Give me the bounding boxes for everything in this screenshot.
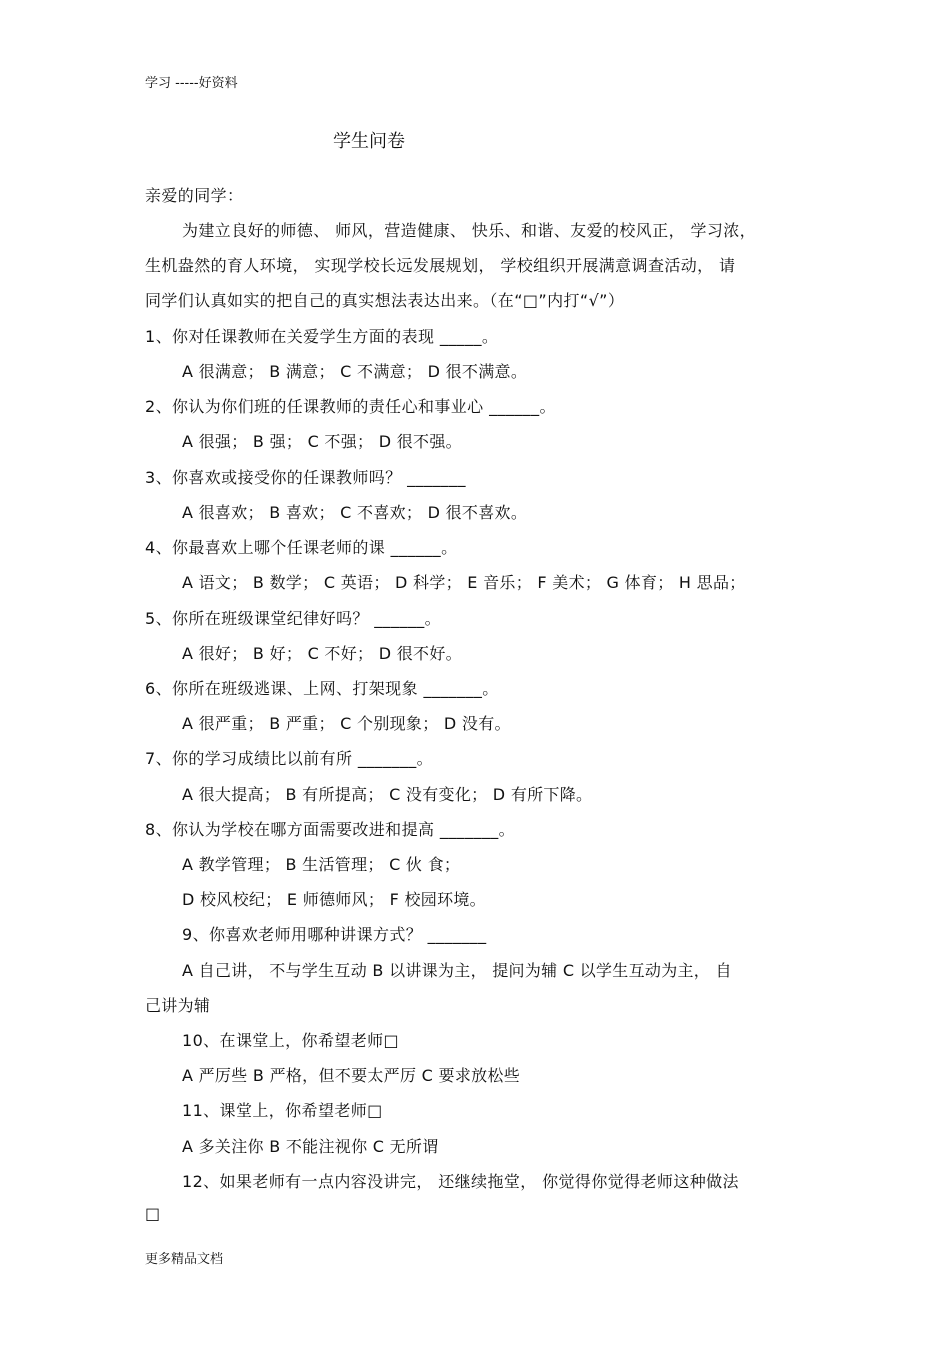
question-7: 7、你的学习成绩比以前有所 _______。 — [145, 749, 434, 768]
question-6: 6、你所在班级逃课、上网、打架现象 _______。 — [145, 679, 499, 698]
options-4: A 语文； B 数学； C 英语； D 科学； E 音乐； F 美术； G 体育； H 思品； — [182, 573, 746, 592]
question-10: 10、在课堂上，你希望老师□ — [182, 1031, 400, 1050]
options-3: A 很喜欢； B 喜欢； C 不喜欢； D 很不喜欢。 — [182, 503, 528, 522]
question-4: 4、你最喜欢上哪个任课老师的课 ______。 — [145, 538, 458, 557]
options-2: A 很强； B 强； C 不强； D 很不强。 — [182, 432, 462, 451]
greeting: 亲爱的同学： — [145, 186, 244, 205]
question-2: 2、你认为你们班的任课教师的责任心和事业心 ______。 — [145, 397, 556, 416]
question-9: 9、你喜欢老师用哪种讲课方式？ _______ — [182, 925, 487, 944]
question-8: 8、你认为学校在哪方面需要改进和提高 _______。 — [145, 820, 516, 839]
page-footer: 更多精品文档 — [145, 1252, 224, 1267]
intro-line: 生机盎然的育人环境， 实现学校长远发展规划， 学校组织开展满意调查活动， 请 — [145, 256, 736, 275]
answer-box[interactable]: □ — [145, 1204, 161, 1223]
options-11: A 多关注你 B 不能注视你 C 无所谓 — [182, 1137, 439, 1156]
options-1: A 很满意； B 满意； C 不满意； D 很不满意。 — [182, 362, 528, 381]
page-header: 学习 -----好资料 — [145, 76, 238, 91]
question-11: 11、课堂上，你希望老师□ — [182, 1101, 383, 1120]
options-10: A 严厉些 B 严格，但不要太严厉 C 要求放松些 — [182, 1066, 521, 1085]
options-8: A 教学管理； B 生活管理； C 伙 食； — [182, 855, 461, 874]
options-5: A 很好； B 好； C 不好； D 很不好。 — [182, 644, 462, 663]
page-title: 学生问卷 — [333, 131, 405, 152]
options-9: 己讲为辅 — [145, 996, 211, 1015]
intro-line: 为建立良好的师德、 师风，营造健康、 快乐、和谐、友爱的校风正， 学习浓， — [182, 221, 757, 240]
options-7: A 很大提高； B 有所提高； C 没有变化； D 有所下降。 — [182, 785, 593, 804]
question-3: 3、你喜欢或接受你的任课教师吗？ _______ — [145, 468, 466, 487]
intro-line: 同学们认真如实的把自己的真实想法表达出来。（在“□”内打“√”） — [145, 291, 625, 310]
options-9: A 自己讲， 不与学生互动 B 以讲课为主， 提问为辅 C 以学生互动为主， 自 — [182, 961, 732, 980]
question-5: 5、你所在班级课堂纪律好吗？ ______。 — [145, 609, 442, 628]
options-8: D 校风校纪； E 师德师风； F 校园环境。 — [182, 890, 486, 909]
question-12: 12、如果老师有一点内容没讲完， 还继续拖堂， 你觉得你觉得老师这种做法 — [182, 1172, 739, 1191]
options-6: A 很严重； B 严重； C 个别现象； D 没有。 — [182, 714, 511, 733]
question-1: 1、你对任课教师在关爱学生方面的表现 _____。 — [145, 327, 499, 346]
